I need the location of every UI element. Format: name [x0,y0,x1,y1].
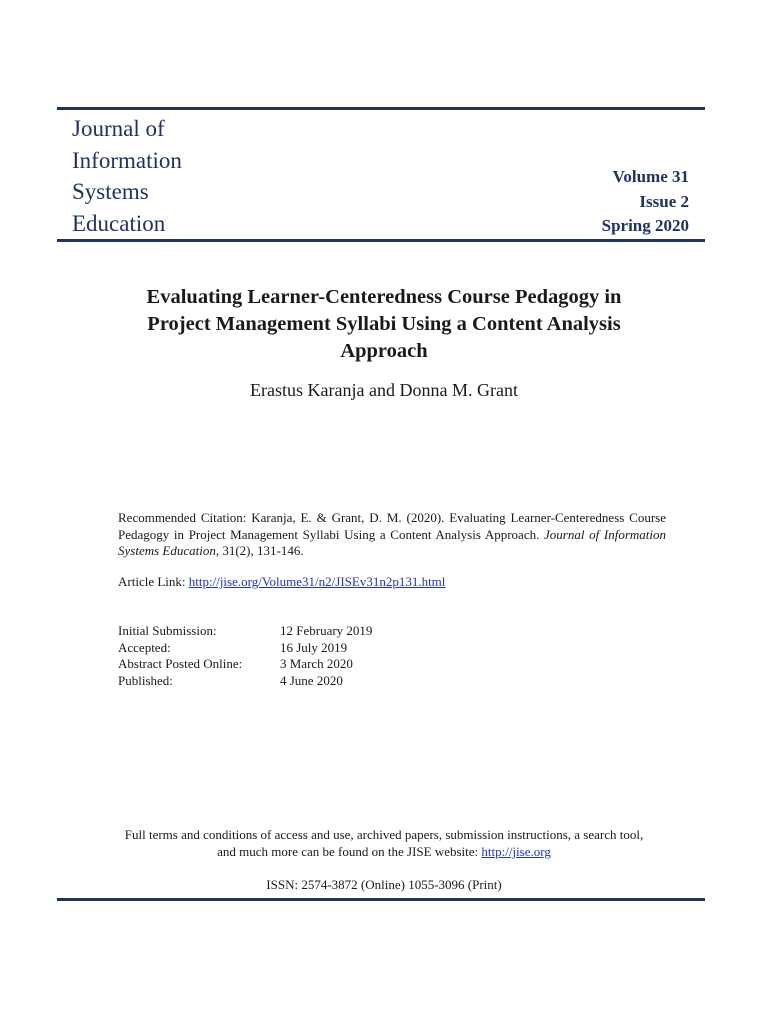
journal-title [72,113,182,239]
header-bottom-rule [57,239,705,242]
date-row-accepted [118,640,372,657]
terms-line-1: Full terms and conditions of access and use, archived papers, submission instructions, a search tool, [124,827,644,842]
terms-line-2 [80,843,688,860]
volume-label: Volume 31 [612,167,689,186]
header-top-rule [57,107,705,110]
date-value: 12 February 2019 [280,623,373,638]
date-label: Published: [118,672,173,688]
issue-info [602,165,689,239]
date-label: Initial Submission: [118,623,217,638]
article-link-row [118,574,445,590]
date-row-published [118,673,372,690]
date-value: 16 July 2019 [280,639,348,655]
publication-dates [118,623,372,689]
terms-notice [80,826,688,860]
citation-journal: Journal of Information Systems Education, [118,526,666,558]
recommended-citation [118,510,666,560]
date-row-initial-submission [118,623,372,640]
article-title-line-3: Approach [340,340,428,362]
journal-title-line-1: Journal of [72,116,165,141]
date-label: Abstract Posted Online: [118,656,243,671]
terms-line-2-text: and much more can be found on the JISE website: [217,844,479,859]
journal-title-line-3: Systems [72,179,149,204]
journal-title-line-4: Education [72,210,166,236]
article-title-line-2: Project Management Syllabi Using a Content Analysis [147,313,621,335]
footer-rule [57,898,705,901]
date-row-abstract-posted [118,656,372,673]
issn-line: ISSN: 2574-3872 (Online) 1055-3096 (Print) [266,877,502,892]
citation-volume-pages: 31(2), 131-146. [222,543,304,558]
article-link-label: Article Link: [118,574,186,589]
article-title [80,284,688,365]
season-label: Spring 2020 [601,216,689,235]
journal-title-line-2: Information [72,147,182,173]
article-title-line-1: Evaluating Learner-Centeredness Course Pedagogy in [146,286,622,308]
jise-website-link[interactable]: http://jise.org [481,844,551,859]
date-value: 4 June 2020 [280,672,343,688]
date-value: 3 March 2020 [280,656,353,671]
article-authors: Erastus Karanja and Donna M. Grant [250,380,518,400]
issue-label: Issue 2 [639,191,689,211]
citation-text: Recommended Citation: Karanja, E. & Grant, D. M. (2020). Evaluating Learner-Centeredness Course Pedagogy in Project Management Syllabi Using a Content Analysis Approach. [118,510,666,542]
date-label: Accepted: [118,639,171,655]
article-link[interactable]: http://jise.org/Volume31/n2/JISEv31n2p131.html [188,574,446,589]
